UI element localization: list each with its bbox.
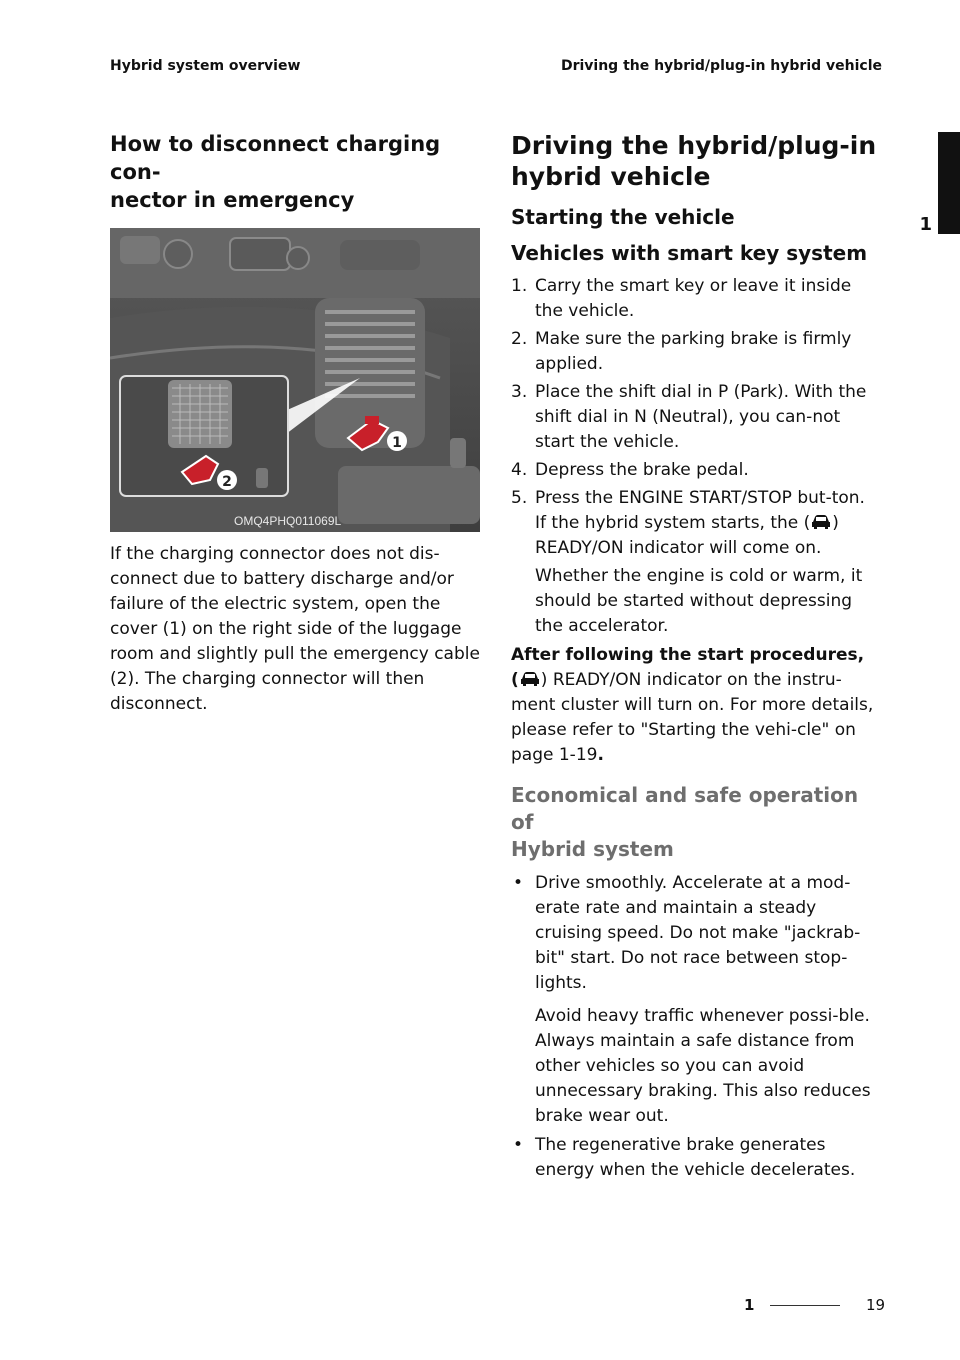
header-chapter-title: Driving the hybrid/plug-in hybrid vehicle: [560, 58, 882, 74]
economy-bullets: [511, 871, 881, 1183]
car-ready-icon: [810, 514, 832, 530]
right-column: [511, 130, 881, 1187]
list-item: 1. Carry the smart key or leave it inside the vehicle.: [511, 276, 852, 321]
step5-note: Whether the engine is cold or warm, it should be started without depressing the accelerator.: [535, 566, 863, 636]
list-item: • Drive smoothly. Accelerate at a mod-erate rate and maintain a steady cruising speed. Do not make "jackrab-bit" start. Do not race between stop-lights. Avoid heavy traffic whenever possi-ble. Always maintain a safe distance from other vehicles so you can avoid unnecessary braking. This also reduces brake wear out.: [511, 871, 881, 1129]
emergency-disconnect-heading: How to disconnect charging con- nector in emergency: [110, 132, 441, 212]
footer-divider: [770, 1305, 840, 1306]
list-item: 2. Make sure the parking brake is firmly applied.: [511, 329, 852, 374]
after-start-paragraph: After following the start procedures, ( ) READY/ON indicator on the instru-ment cluster will turn on. For more details, please refer to "Starting the vehi-cle" on page 1-19.: [511, 645, 874, 765]
starting-heading: Starting the vehicle: [511, 205, 735, 229]
header-section-title: Hybrid system overview: [110, 58, 301, 74]
list-item: • The regenerative brake generates energy when the vehicle decelerates.: [513, 1135, 856, 1180]
economical-heading: Economical and safe operation of Hybrid system: [511, 783, 859, 861]
left-column: [110, 130, 480, 717]
footer-page-number: 19: [866, 1296, 886, 1314]
driving-heading: Driving the hybrid/plug-in hybrid vehicle: [511, 131, 877, 191]
bullet-note: Avoid heavy traffic whenever possi-ble. Always maintain a safe distance from other vehicles so you can avoid unnecessary braking. This also reduces brake wear out.: [535, 1006, 871, 1126]
luggage-room-figure: [110, 228, 480, 532]
callout-1: 1: [392, 435, 402, 451]
luggage-room-illustration: [110, 228, 480, 532]
figure-code: OMQ4PHQ011069L: [234, 514, 342, 528]
chapter-tab: [938, 132, 960, 234]
list-item: 5. Press the ENGINE START/STOP but-ton. If the hybrid system starts, the ( ) READY/ON indicator will come on.: [511, 488, 865, 558]
footer-section-number: 1: [744, 1296, 755, 1314]
list-item: 3. Place the shift dial in P (Park). With the shift dial in N (Neutral), you can-not start the vehicle.: [511, 382, 867, 452]
list-item: 4. Depress the brake pedal.: [511, 460, 749, 480]
chapter-tab-number: 1: [919, 214, 932, 235]
callout-2: 2: [222, 474, 232, 490]
car-ready-icon: [519, 671, 541, 687]
start-steps-list: [511, 274, 881, 561]
emergency-disconnect-paragraph: If the charging connector does not dis-connect due to battery discharge and/or failure of the electric system, open the cover (1) on the right side of the luggage room and slightly pull the emergency cable (2). The charging connector will then disconnect.: [110, 544, 480, 714]
smart-key-heading: Vehicles with smart key system: [511, 241, 868, 265]
